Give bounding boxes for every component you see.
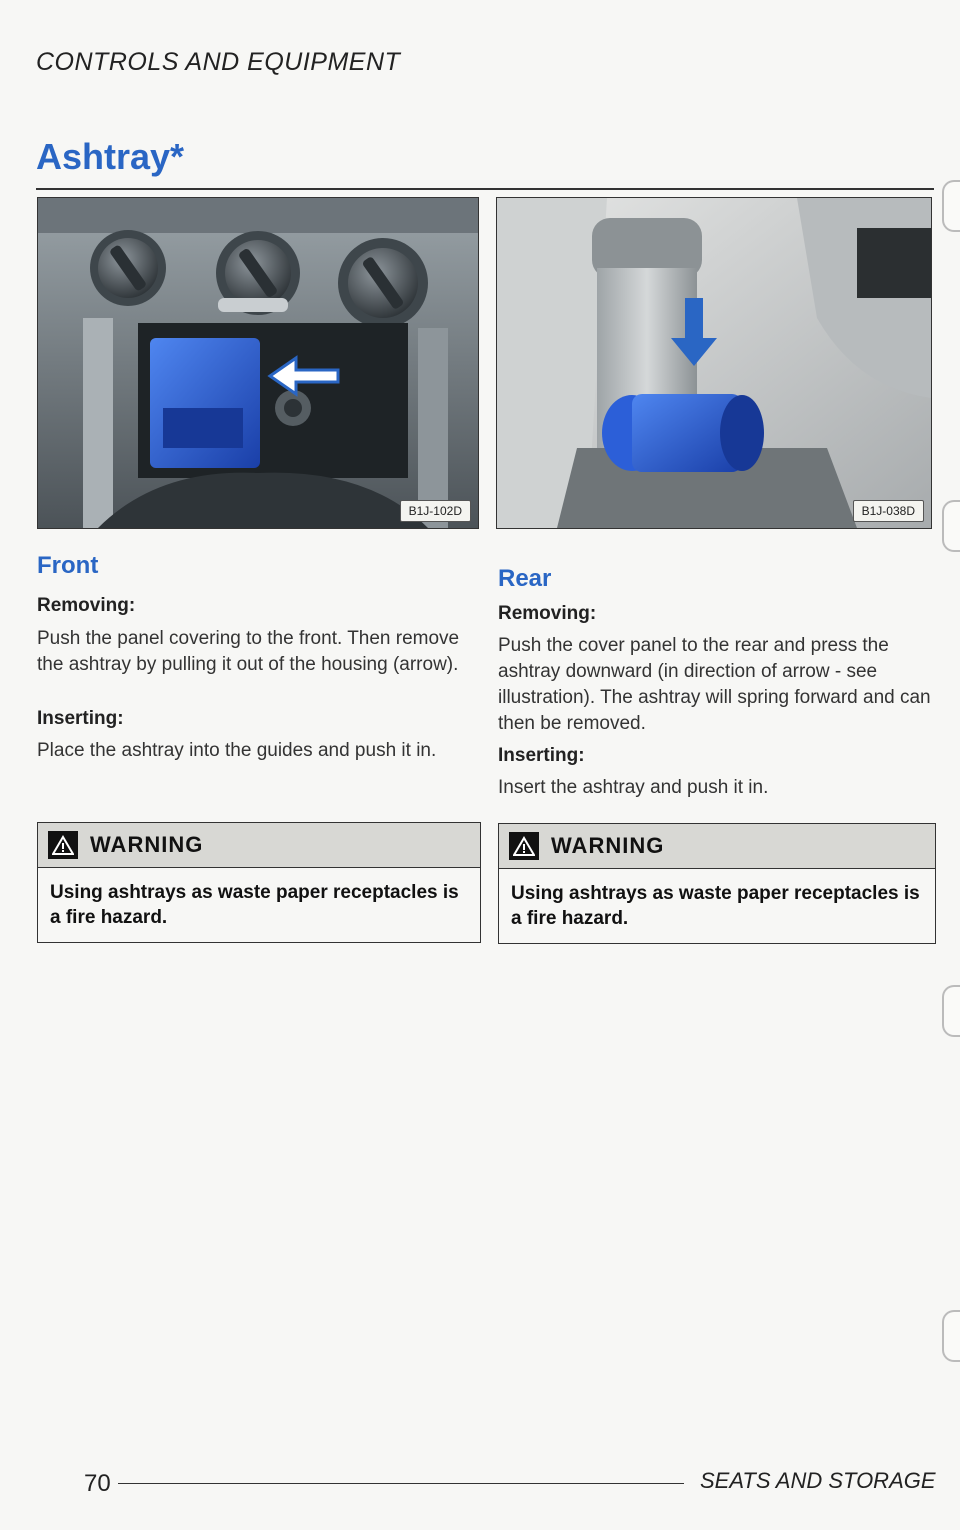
page-number: 70: [84, 1470, 111, 1497]
front-warning-header: [38, 823, 480, 868]
edge-tab: [942, 1310, 960, 1362]
section-header: CONTROLS AND EQUIPMENT: [36, 48, 401, 76]
warning-triangle-icon: [48, 831, 78, 859]
rear-warning-header: [499, 824, 935, 869]
rear-inserting-text: Insert the ashtray and push it in.: [498, 777, 769, 798]
front-warning-label: WARNING: [90, 832, 204, 857]
title-divider: [36, 188, 934, 190]
rear-warning-text: Using ashtrays as waste paper receptacles is a fire hazard.: [511, 883, 920, 929]
rear-ashtray-figure: [496, 197, 932, 529]
warning-triangle-icon: [509, 832, 539, 860]
front-warning-text: Using ashtrays as waste paper receptacles is a fire hazard.: [50, 882, 459, 928]
rear-heading: Rear: [498, 565, 552, 592]
rear-inserting-label: Inserting:: [498, 745, 585, 766]
front-inserting-text: Place the ashtray into the guides and push it in.: [37, 740, 437, 761]
footer-section: SEATS AND STORAGE: [700, 1468, 936, 1493]
edge-tab: [942, 180, 960, 232]
rear-warning-label: WARNING: [551, 833, 665, 858]
front-warning-box: [37, 822, 481, 943]
rear-removing-label: Removing:: [498, 603, 597, 624]
rear-figure-code: B1J-038D: [853, 500, 924, 522]
front-removing-text: Push the panel covering to the front. Then remove the ashtray by pulling it out of the housing (arrow).: [37, 628, 460, 675]
front-ashtray-illustration: [38, 198, 478, 528]
front-figure-code: B1J-102D: [400, 500, 471, 522]
footer-divider: [118, 1483, 684, 1484]
front-removing-label: Removing:: [37, 595, 136, 616]
edge-tab: [942, 985, 960, 1037]
rear-removing-text: Push the cover panel to the rear and press the ashtray downward (in direction of arrow - see illustration). The ashtray will spring forward and can then be removed.: [498, 635, 931, 734]
rear-warning-box: [498, 823, 936, 944]
front-ashtray-figure: [37, 197, 479, 529]
rear-ashtray-illustration: [497, 198, 931, 528]
front-inserting-label: Inserting:: [37, 708, 124, 729]
front-heading: Front: [37, 552, 99, 579]
page-title: Ashtray*: [36, 136, 185, 177]
edge-tab: [942, 500, 960, 552]
